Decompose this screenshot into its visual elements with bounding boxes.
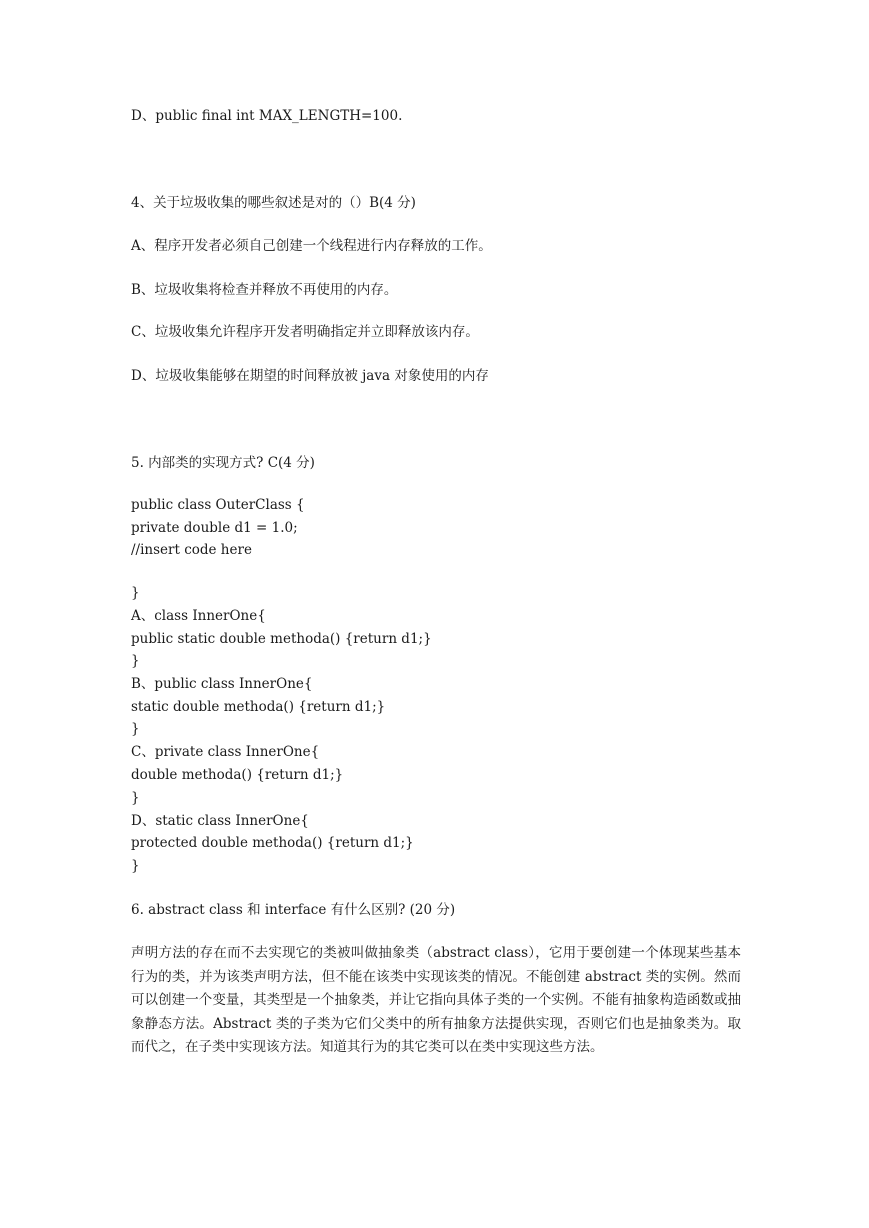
q4-question: 4、关于垃圾收集的哪些叙述是对的（）B(4 分) xyxy=(131,195,416,211)
q5-code-line: private double d1 = 1.0; xyxy=(131,520,298,536)
q5-code-line: } xyxy=(131,653,140,669)
q4-option-d: D、垃圾收集能够在期望的时间释放被 java 对象使用的内存 xyxy=(131,368,489,384)
q4-option-b: B、垃圾收集将检查并释放不再使用的内存。 xyxy=(131,282,398,298)
q5-code-line: } xyxy=(131,790,140,806)
q5-code-line: } xyxy=(131,721,140,737)
q5-option-c: C、private class InnerOne{ xyxy=(131,744,320,760)
q6-answer-paragraph: 声明方法的存在而不去实现它的类被叫做抽象类（abstract class），它用于要创建一个体现某些基本行为的类，并为该类声明方法，但不能在该类中实现该类的情况。不能创建 abstract 类的实例。然而可以创建一个变量，其类型是一个抽象类，并让它指向具体子类的一个实例。不能有抽象构造函数或抽象静态方法。Abstract 类的子类为它们父类中的所有抽象方法提供实现，否则它们也是抽象类为。取而代之，在子类中实现该方法。知道其行为的其它类可以在类中实现这些方法。 xyxy=(131,945,741,1055)
q5-code-line: //insert code here xyxy=(131,542,252,558)
q5-code-line: } xyxy=(131,858,140,874)
q5-code-line: protected double methoda() {return d1;} xyxy=(131,835,414,851)
q5-code-line: } xyxy=(131,585,140,601)
q5-code-line: public class OuterClass { xyxy=(131,497,305,513)
q3-option-d: D、public final int MAX_LENGTH=100. xyxy=(131,108,403,124)
q5-option-d: D、static class InnerOne{ xyxy=(131,813,309,829)
q5-code-line: double methoda() {return d1;} xyxy=(131,767,344,783)
q5-option-a: A、class InnerOne{ xyxy=(131,608,266,624)
q5-code-line: public static double methoda() {return d1;} xyxy=(131,631,432,647)
q5-code-line: static double methoda() {return d1;} xyxy=(131,699,386,715)
q4-option-a: A、程序开发者必须自己创建一个线程进行内存释放的工作。 xyxy=(131,238,492,254)
q6-question: 6. abstract class 和 interface 有什么区别? (20 分) xyxy=(131,902,456,918)
q5-option-b: B、public class InnerOne{ xyxy=(131,676,313,692)
q5-question: 5. 内部类的实现方式? C(4 分) xyxy=(131,455,315,471)
q4-option-c: C、垃圾收集允许程序开发者明确指定并立即释放该内存。 xyxy=(131,324,479,340)
